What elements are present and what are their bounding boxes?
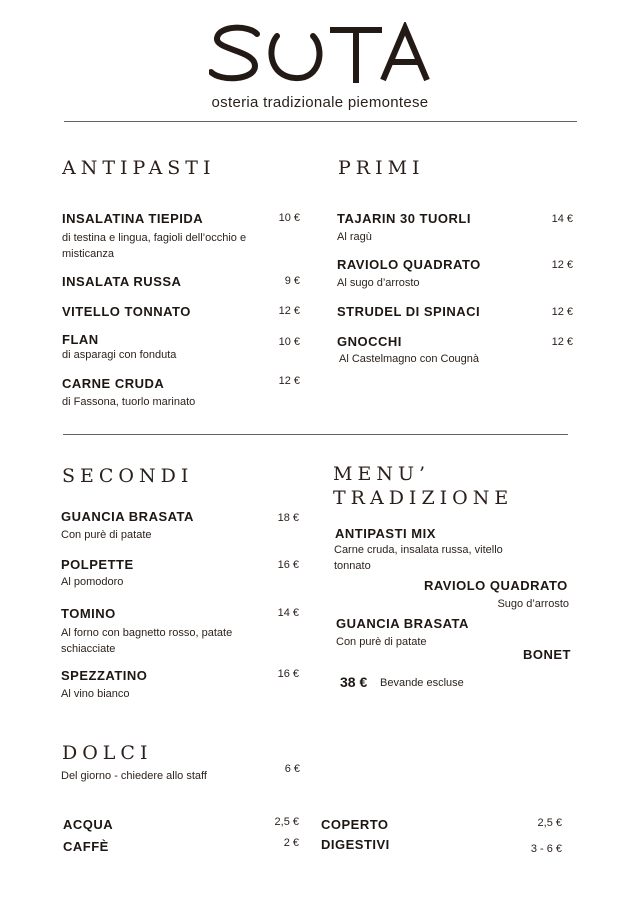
- menu-price: 38 €: [340, 674, 368, 690]
- antipasti-item-name: INSALATINA TIEPIDA: [62, 211, 204, 226]
- dolci-heading: DOLCI: [62, 742, 153, 764]
- menu-tradizione-heading-line2: TRADIZIONE: [333, 487, 514, 509]
- header-divider: [64, 121, 577, 122]
- tagline: osteria tradizionale piemontese: [211, 94, 429, 111]
- secondi-item-name: POLPETTE: [61, 557, 134, 572]
- primi-item-name: STRUDEL DI SPINACI: [337, 304, 481, 319]
- menu-course-desc: Carne cruda, insalata russa, vitello tonnato: [334, 544, 503, 572]
- primi-item-price: 14 €: [551, 213, 573, 225]
- secondi-item-price: 16 €: [277, 559, 299, 571]
- antipasti-item-price: 10 €: [278, 336, 300, 348]
- secondi-item-price: 16 €: [277, 668, 299, 680]
- antipasti-item-price: 12 €: [278, 305, 300, 317]
- extra-item-price: 2,5 €: [274, 816, 299, 828]
- antipasti-item-price: 9 €: [284, 275, 300, 287]
- extra-item-price: 2 €: [283, 837, 299, 849]
- antipasti-item-name: FLAN: [62, 332, 99, 347]
- primi-item-desc: Al sugo d’arrosto: [337, 277, 420, 289]
- secondi-item-desc: Con purè di patate: [61, 529, 152, 541]
- extra-item-name: ACQUA: [63, 817, 114, 832]
- dolci-price: 6 €: [284, 763, 300, 775]
- menu-course-name: RAVIOLO QUADRATO: [424, 578, 568, 593]
- antipasti-item-desc: di testina e lingua, fagioli dell’occhio e misticanza: [62, 232, 247, 260]
- antipasti-item-desc: di asparagi con fonduta: [62, 349, 177, 361]
- sota-logo-mark: [209, 22, 431, 86]
- antipasti-item-name: VITELLO TONNATO: [62, 304, 191, 319]
- primi-item-price: 12 €: [551, 306, 573, 318]
- antipasti-item-desc: di Fassona, tuorlo marinato: [62, 396, 196, 408]
- menu-course-name: BONET: [523, 647, 571, 662]
- secondi-item-desc: Al forno con bagnetto rosso, patate schiacciate: [61, 627, 233, 655]
- primi-item-desc: Al Castelmagno con Cougnà: [339, 353, 480, 365]
- antipasti-heading: ANTIPASTI: [62, 157, 216, 179]
- primi-item-price: 12 €: [551, 336, 573, 348]
- secondi-heading: SECONDI: [62, 465, 194, 487]
- menu-course-desc: Con purè di patate: [336, 636, 427, 648]
- primi-item-name: TAJARIN 30 TUORLI: [337, 211, 471, 226]
- menu-tradizione-heading-line1: MENU’: [333, 463, 431, 485]
- secondi-item-price: 14 €: [277, 607, 299, 619]
- menu-course-name: GUANCIA BRASATA: [336, 616, 469, 631]
- secondi-item-desc: Al vino bianco: [61, 688, 130, 700]
- antipasti-item-price: 12 €: [278, 375, 300, 387]
- section-divider: [63, 434, 568, 435]
- primi-item-name: RAVIOLO QUADRATO: [337, 257, 481, 272]
- secondi-item-price: 18 €: [277, 512, 299, 524]
- menu-course-desc: Sugo d’arrosto: [497, 598, 569, 610]
- extra-item-price: 2,5 €: [537, 817, 562, 829]
- restaurant-logo: [0, 22, 640, 86]
- antipasti-item-name: CARNE CRUDA: [62, 376, 165, 391]
- extra-item-name: CAFFÈ: [63, 839, 109, 854]
- secondi-item-name: TOMINO: [61, 606, 116, 621]
- antipasti-item-name: INSALATA RUSSA: [62, 274, 182, 289]
- secondi-item-name: GUANCIA BRASATA: [61, 509, 194, 524]
- primi-item-name: GNOCCHI: [337, 334, 402, 349]
- primi-item-price: 12 €: [551, 259, 573, 271]
- extra-item-name: DIGESTIVI: [321, 837, 390, 852]
- secondi-item-name: SPEZZATINO: [61, 668, 148, 683]
- dolci-desc: Del giorno - chiedere allo staff: [61, 770, 207, 782]
- primi-item-desc: Al ragù: [337, 231, 372, 243]
- menu-course-name: ANTIPASTI MIX: [335, 526, 436, 541]
- menu-note: Bevande escluse: [380, 677, 464, 689]
- secondi-item-desc: Al pomodoro: [61, 576, 124, 588]
- antipasti-item-price: 10 €: [278, 212, 300, 224]
- extra-item-price: 3 - 6 €: [530, 843, 562, 855]
- extra-item-name: COPERTO: [321, 817, 389, 832]
- primi-heading: PRIMI: [338, 157, 425, 179]
